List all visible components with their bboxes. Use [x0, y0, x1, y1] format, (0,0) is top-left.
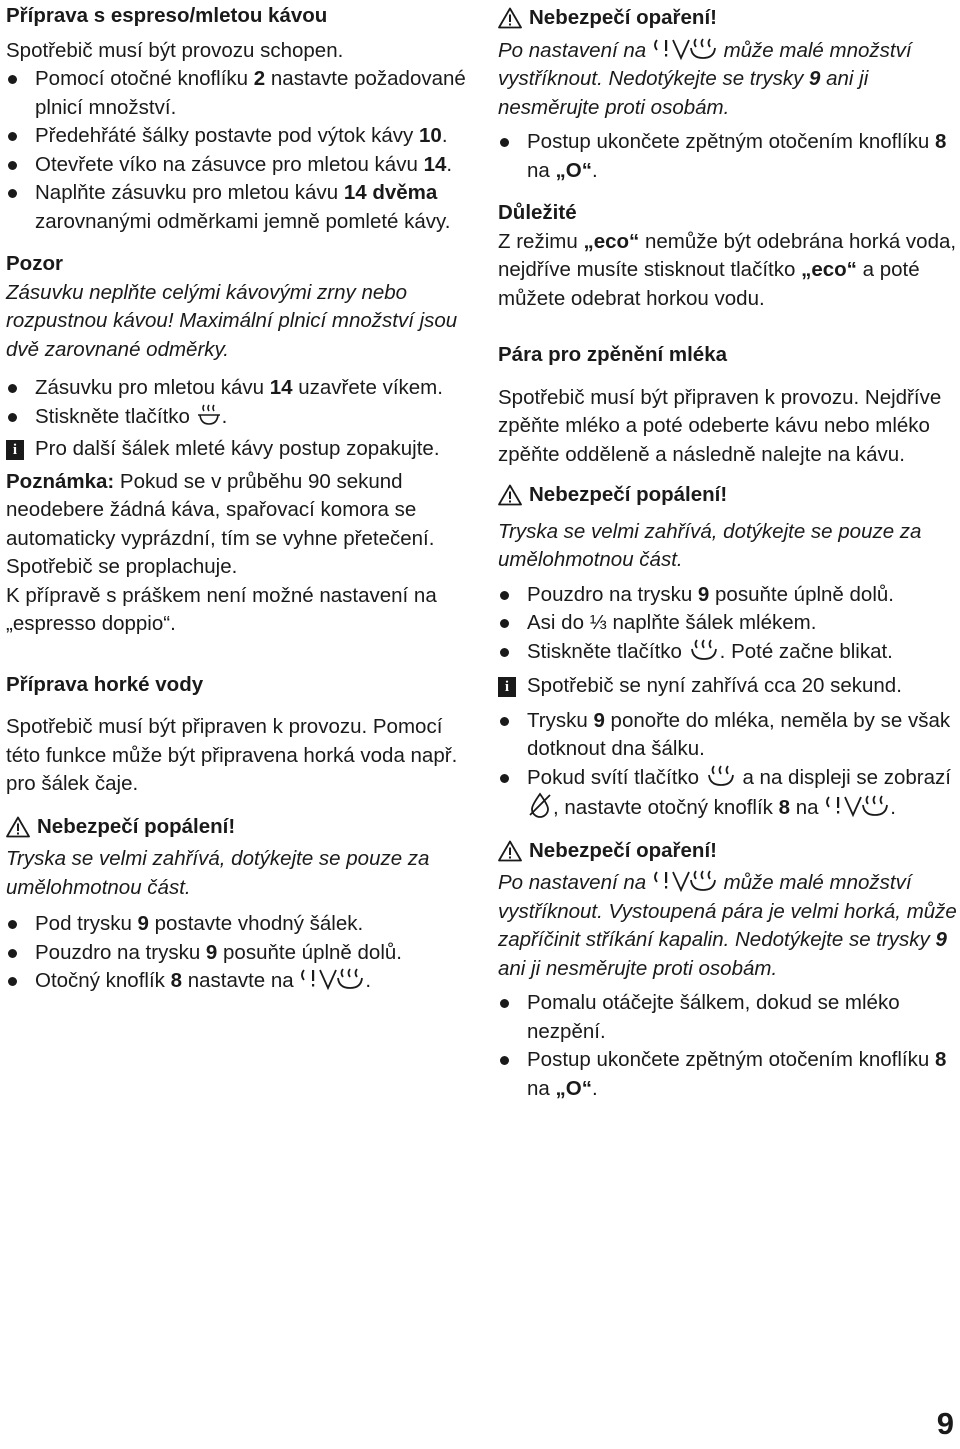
list-item: Předehřáté šálky postavte pod výtok kávy 10. [6, 122, 474, 151]
warning-icon [498, 7, 522, 29]
note-paragraph: Poznámka: Pokud se v průběhu 90 sekund neodebere žádná káva, spařovací komora se automaticky vyprázdní, tím se vyhne přetečení. Spotřebič se proplachuje. [6, 469, 435, 578]
warning-heading: Nebezpečí popálení! [498, 481, 958, 510]
important-text: Z režimu „eco“ nemůže být odebrána horká voda, nejdříve musíte stisknout tlačítko „eco“ a poté můžete odebrat horkou vodu. [498, 229, 957, 310]
warning-heading: Nebezpečí opaření! [498, 4, 958, 33]
list-item: Pokud svítí tlačítko a na displeji se zobrazí , nastavte otočný knoflík 8 na . [498, 764, 958, 823]
list-item: Pouzdro na trysku 9 posuňte úplně dolů. [6, 939, 474, 968]
warning-icon [498, 484, 522, 506]
warning-text: Po nastavení na může malé množství vystříknout. Nedotýkejte se trysky 9 ani ji nesměrujte proti osobám. [498, 38, 912, 119]
list-item: Trysku 9 ponořte do mléka, neměla by se však dotknout dna šálku. [498, 707, 958, 764]
water-steam-icon [299, 967, 365, 991]
water-steam-icon [652, 869, 718, 893]
list-item: Postup ukončete zpětným otočením knoflíku 8 na „O“. [498, 128, 958, 185]
note-paragraph-2: K přípravě s práškem není možné nastavení na „espresso doppio“. [6, 583, 437, 635]
list-item: Zásuvku pro mletou kávu 14 uzavřete víkem. [6, 374, 474, 403]
list-item: Pomalu otáčejte šálkem, dokud se mléko nezpění. [498, 989, 958, 1046]
warning-icon [6, 816, 30, 838]
hot-water-section-title: Příprava horké vody [6, 672, 204, 696]
milk-froth-section-title: Pára pro zpěnění mléka [498, 343, 728, 366]
milk-froth-intro: Spotřebič musí být připraven k provozu. Nejdříve zpěňte mléko a poté odeberte kávu nebo mléko zpěňte odděleně a následně nalejte na kávu. [498, 385, 942, 466]
list-item: Pod trysku 9 postavte vhodný šálek. [6, 910, 474, 939]
espresso-intro: Spotřebič musí být provozu schopen. [6, 38, 344, 62]
hot-water-steps [6, 910, 474, 996]
list-item: Stiskněte tlačítko . Poté začne blikat. [498, 638, 958, 667]
page-number: 9 [936, 1406, 954, 1441]
milk-steps-3 [498, 989, 958, 1103]
steam-icon [688, 638, 720, 662]
warning-heading: Nebezpečí opaření! [498, 837, 958, 866]
list-item: Naplňte zásuvku pro mletou kávu 14 dvěma zarovnanými odměrkami jemně pomleté kávy. [6, 179, 474, 236]
info-note: i Spotřebič se nyní zahřívá cca 20 sekund. [498, 672, 958, 701]
milk-steps [498, 581, 958, 667]
list-item: Asi do ⅓ naplňte šálek mlékem. [498, 609, 958, 638]
milk-steps-2 [498, 707, 958, 823]
info-icon: i [498, 677, 516, 697]
list-item: Stiskněte tlačítko . [6, 403, 474, 432]
espresso-steps [6, 65, 474, 236]
important-heading: Důležité [498, 201, 577, 224]
info-icon: i [6, 440, 24, 460]
steps-end [498, 128, 958, 185]
hot-water-intro: Spotřebič musí být připraven k provozu. Pomocí této funkce může být připravena horká voda např. pro šálek čaje. [6, 715, 458, 795]
caution-heading: Pozor [6, 252, 63, 275]
coffee-cup-icon [196, 403, 222, 427]
warning-icon [498, 840, 522, 862]
warning-heading: Nebezpečí popálení! [6, 813, 474, 842]
left-column [6, 0, 474, 996]
espresso-steps-2 [6, 374, 474, 431]
warning-text: Tryska se velmi zahřívá, dotýkejte se pouze za umělohmotnou část. [6, 847, 430, 899]
list-item: Postup ukončete zpětným otočením knoflíku 8 na „O“. [498, 1046, 958, 1103]
water-steam-icon [652, 37, 718, 61]
steam-icon [705, 764, 737, 788]
right-column [498, 0, 958, 1103]
water-steam-icon [824, 794, 890, 818]
list-item: Otočný knoflík 8 nastavte na . [6, 967, 474, 996]
caution-text: Zásuvku neplňte celými kávovými zrny nebo rozpustnou kávou! Maximální plnicí množství jsou dvě zarovnané odměrky. [6, 280, 458, 361]
list-item: Pouzdro na trysku 9 posuňte úplně dolů. [498, 581, 958, 610]
milk-display-icon [527, 792, 553, 818]
warning-text: Tryska se velmi zahřívá, dotýkejte se pouze za umělohmotnou část. [498, 519, 922, 571]
list-item: Pomocí otočné knoflíku 2 nastavte požadované plnicí množství. [6, 65, 474, 122]
list-item: Otevřete víko na zásuvce pro mletou kávu 14. [6, 151, 474, 180]
warning-text: Po nastavení na může malé množství vystříknout. Vystoupená pára je velmi horká, může zapříčinit stříkání kapalin. Nedotýkejte se trysky 9 ani ji nesměrujte proti osobám. [498, 871, 957, 980]
espresso-section-title: Příprava s espreso/mletou kávou [6, 4, 328, 27]
info-note: i Pro další šálek mleté kávy postup zopakujte. [6, 435, 474, 464]
